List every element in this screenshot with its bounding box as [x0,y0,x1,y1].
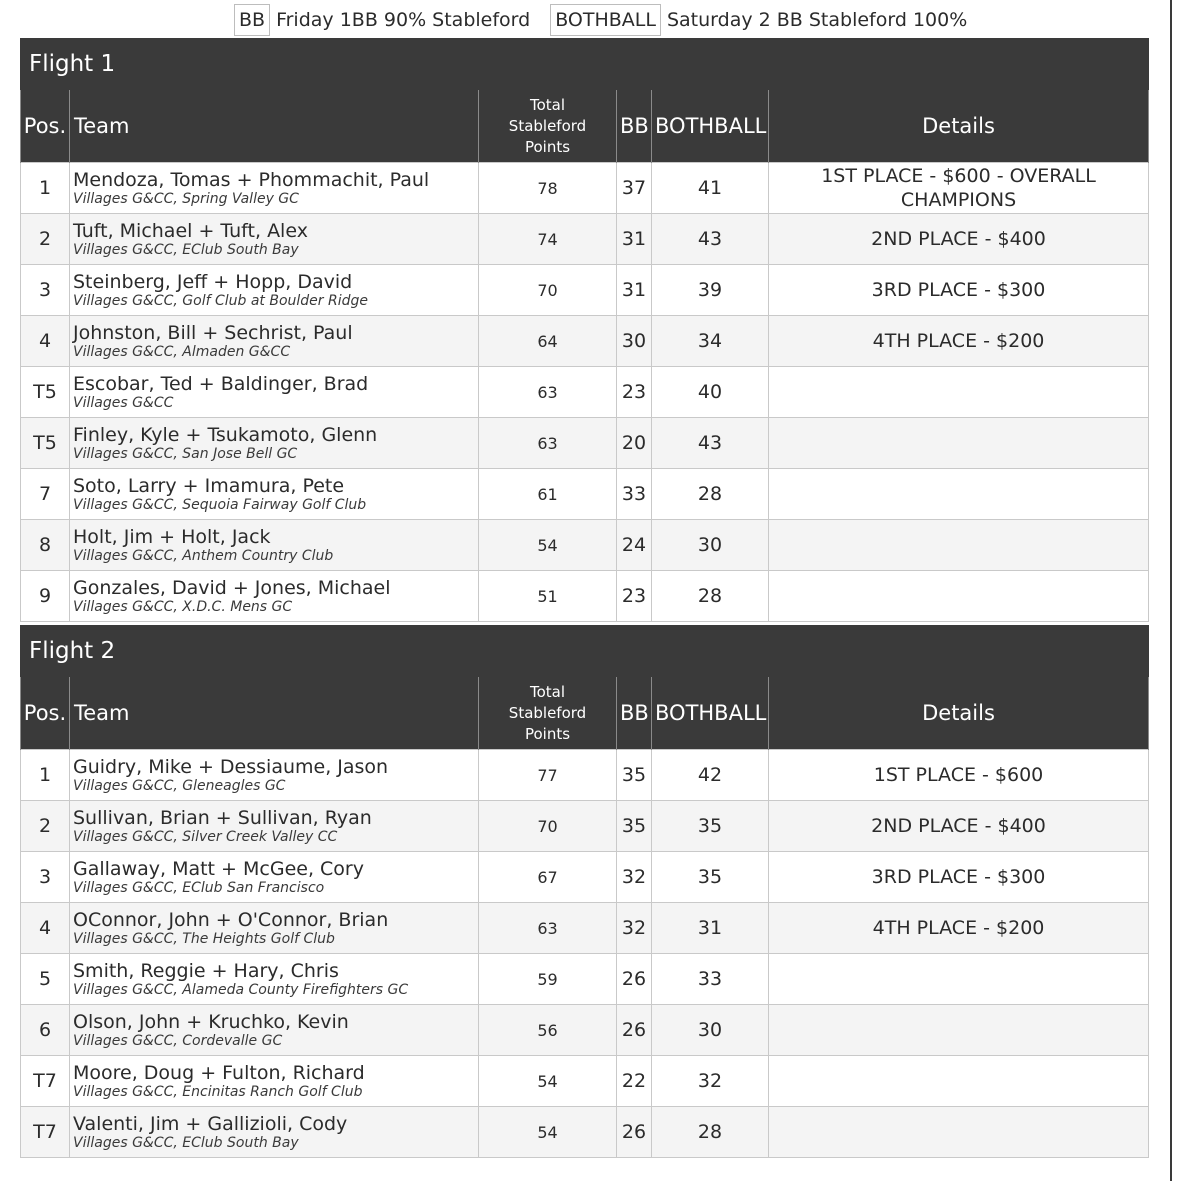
total-points-cell: 59 [479,954,617,1005]
bb-points-cell: 32 [617,852,652,903]
bb-points-cell: 26 [617,1005,652,1056]
team-clubs: Villages G&CC [73,394,174,411]
team-clubs: Villages G&CC, The Heights Golf Club [73,930,335,947]
bothball-points-cell: 32 [652,1056,769,1107]
column-header-row [21,677,1149,750]
details-cell: 1ST PLACE - $600 - OVERALL CHAMPIONS [769,163,1149,214]
total-points-cell: 70 [479,801,617,852]
team-cell [70,520,479,571]
team-names: Gallaway, Matt + McGee, Cory [73,857,364,880]
team-clubs: Villages G&CC, Encinitas Ranch Golf Club [73,1083,363,1100]
team-names: Olson, John + Kruchko, Kevin [73,1010,349,1033]
total-points-cell: 77 [479,750,617,801]
team-cell [70,1005,479,1056]
team-names: Escobar, Ted + Baldinger, Brad [73,372,369,395]
flight-1-table [20,38,1149,622]
bothball-points-cell: 34 [652,316,769,367]
position-cell: 6 [21,1005,70,1056]
legend-desc-bb: Friday 1BB 90% Stableford [276,9,531,31]
header-total-line: Points [524,137,571,156]
bothball-points-cell: 39 [652,265,769,316]
total-points-cell: 64 [479,316,617,367]
column-header-row [21,90,1149,163]
table-row [21,1005,1149,1056]
table-row [21,367,1149,418]
bb-points-cell: 22 [617,1056,652,1107]
details-cell: 4TH PLACE - $200 [769,316,1149,367]
header-total-line: Stableford [508,703,587,722]
team-cell [70,1056,479,1107]
position-cell: T5 [21,367,70,418]
flight-title: Flight 1 [21,39,1149,90]
team-names: Moore, Doug + Fulton, Richard [73,1061,365,1084]
team-clubs: Villages G&CC, EClub San Francisco [73,879,325,896]
position-cell: 1 [21,163,70,214]
team-clubs: Villages G&CC, Golf Club at Boulder Ridge [73,292,369,309]
bothball-points-cell: 28 [652,571,769,622]
header-total-line: Total [529,682,566,701]
team-clubs: Villages G&CC, EClub South Bay [73,1134,299,1151]
header-bothball: BOTHBALL [652,90,769,163]
header-total-line: Total [529,95,566,114]
position-cell: 1 [21,750,70,801]
header-details: Details [769,90,1149,163]
table-row [21,750,1149,801]
team-clubs: Villages G&CC, Sequoia Fairway Golf Club [73,496,367,513]
page-edge-rule [1170,0,1172,1181]
bb-points-cell: 20 [617,418,652,469]
bothball-points-cell: 43 [652,214,769,265]
bothball-points-cell: 33 [652,954,769,1005]
team-names: Johnston, Bill + Sechrist, Paul [73,321,353,344]
details-cell [769,418,1149,469]
total-points-cell: 61 [479,469,617,520]
table-row [21,163,1149,214]
table-row [21,1107,1149,1158]
team-cell [70,418,479,469]
position-cell: 3 [21,852,70,903]
details-cell [769,367,1149,418]
details-cell [769,571,1149,622]
team-names: OConnor, John + O'Connor, Brian [73,908,389,931]
team-cell [70,163,479,214]
table-row [21,418,1149,469]
position-cell: 8 [21,520,70,571]
header-total [479,90,617,163]
bothball-points-cell: 35 [652,852,769,903]
header-total-line: Stableford [508,116,587,135]
bothball-points-cell: 42 [652,750,769,801]
team-clubs: Villages G&CC, Gleneagles GC [73,777,286,794]
details-cell: 3RD PLACE - $300 [769,852,1149,903]
table-row [21,571,1149,622]
team-cell [70,571,479,622]
total-points-cell: 51 [479,571,617,622]
bb-points-cell: 23 [617,367,652,418]
table-row [21,852,1149,903]
bb-points-cell: 23 [617,571,652,622]
total-points-cell: 63 [479,367,617,418]
details-cell: 2ND PLACE - $400 [769,801,1149,852]
details-cell [769,1107,1149,1158]
bothball-points-cell: 41 [652,163,769,214]
bb-points-cell: 26 [617,954,652,1005]
header-pos: Pos. [21,677,70,750]
total-points-cell: 70 [479,265,617,316]
bb-points-cell: 35 [617,801,652,852]
total-points-cell: 67 [479,852,617,903]
details-cell [769,1056,1149,1107]
team-cell [70,265,479,316]
position-cell: 4 [21,903,70,954]
header-total-line: Points [524,724,571,743]
team-names: Steinberg, Jeff + Hopp, David [73,270,353,293]
details-cell: 1ST PLACE - $600 [769,750,1149,801]
team-clubs: Villages G&CC, Almaden G&CC [73,343,291,360]
position-cell: 5 [21,954,70,1005]
position-cell: 3 [21,265,70,316]
total-points-cell: 54 [479,520,617,571]
bb-points-cell: 31 [617,214,652,265]
details-cell [769,469,1149,520]
flight-title-row [21,39,1149,90]
team-names: Gonzales, David + Jones, Michael [73,576,391,599]
table-row [21,903,1149,954]
total-points-cell: 54 [479,1107,617,1158]
team-cell [70,954,479,1005]
team-cell [70,1107,479,1158]
team-names: Mendoza, Tomas + Phommachit, Paul [73,168,430,191]
header-total [479,677,617,750]
details-cell [769,520,1149,571]
team-names: Holt, Jim + Holt, Jack [73,525,271,548]
team-clubs: Villages G&CC, Cordevalle GC [73,1032,283,1049]
table-row [21,801,1149,852]
details-cell: 4TH PLACE - $200 [769,903,1149,954]
team-clubs: Villages G&CC, EClub South Bay [73,241,299,258]
team-names: Soto, Larry + Imamura, Pete [73,474,345,497]
total-points-cell: 74 [479,214,617,265]
team-cell [70,367,479,418]
position-cell: 2 [21,801,70,852]
legend-key-bb: BB [234,4,270,36]
header-bb: BB [617,90,652,163]
table-row [21,469,1149,520]
team-cell [70,469,479,520]
total-points-cell: 78 [479,163,617,214]
header-bb: BB [617,677,652,750]
table-row [21,214,1149,265]
team-cell [70,750,479,801]
bothball-points-cell: 35 [652,801,769,852]
team-names: Guidry, Mike + Dessiaume, Jason [73,755,389,778]
table-row [21,954,1149,1005]
bb-points-cell: 35 [617,750,652,801]
team-clubs: Villages G&CC, Silver Creek Valley CC [73,828,338,845]
team-cell [70,214,479,265]
team-cell [70,903,479,954]
team-clubs: Villages G&CC, San Jose Bell GC [73,445,298,462]
team-cell [70,801,479,852]
flight-title-row [21,626,1149,677]
bothball-points-cell: 30 [652,520,769,571]
bb-points-cell: 33 [617,469,652,520]
position-cell: 4 [21,316,70,367]
team-names: Smith, Reggie + Hary, Chris [73,959,339,982]
total-points-cell: 63 [479,903,617,954]
bothball-points-cell: 43 [652,418,769,469]
position-cell: 7 [21,469,70,520]
table-row [21,1056,1149,1107]
bothball-points-cell: 30 [652,1005,769,1056]
table-row [21,265,1149,316]
team-cell [70,316,479,367]
team-clubs: Villages G&CC, X.D.C. Mens GC [73,598,293,615]
table-row [21,316,1149,367]
team-cell [70,852,479,903]
bb-points-cell: 30 [617,316,652,367]
bb-points-cell: 24 [617,520,652,571]
bb-points-cell: 26 [617,1107,652,1158]
team-names: Valenti, Jim + Gallizioli, Cody [73,1112,348,1135]
details-cell: 2ND PLACE - $400 [769,214,1149,265]
bb-points-cell: 37 [617,163,652,214]
header-bothball: BOTHBALL [652,677,769,750]
details-cell: 3RD PLACE - $300 [769,265,1149,316]
position-cell: 2 [21,214,70,265]
flight-title: Flight 2 [21,626,1149,677]
bothball-points-cell: 28 [652,469,769,520]
header-team: Team [70,90,479,163]
position-cell: T7 [21,1107,70,1158]
total-points-cell: 54 [479,1056,617,1107]
bothball-points-cell: 40 [652,367,769,418]
team-names: Sullivan, Brian + Sullivan, Ryan [73,806,372,829]
total-points-cell: 56 [479,1005,617,1056]
header-details: Details [769,677,1149,750]
legend-desc-bothball: Saturday 2 BB Stableford 100% [666,9,968,31]
legend-key-bothball: BOTHBALL [550,4,661,36]
total-points-cell: 63 [479,418,617,469]
team-clubs: Villages G&CC, Spring Valley GC [73,190,299,207]
position-cell: 9 [21,571,70,622]
header-team: Team [70,677,479,750]
bb-points-cell: 32 [617,903,652,954]
team-clubs: Villages G&CC, Alameda County Firefighters GC [73,981,409,998]
team-clubs: Villages G&CC, Anthem Country Club [73,547,334,564]
bothball-points-cell: 28 [652,1107,769,1158]
team-names: Finley, Kyle + Tsukamoto, Glenn [73,423,378,446]
team-names: Tuft, Michael + Tuft, Alex [73,219,308,242]
scoring-legend [234,4,987,36]
position-cell: T7 [21,1056,70,1107]
bb-points-cell: 31 [617,265,652,316]
details-cell [769,954,1149,1005]
table-row [21,520,1149,571]
position-cell: T5 [21,418,70,469]
header-pos: Pos. [21,90,70,163]
flight-2-table [20,625,1149,1158]
details-cell [769,1005,1149,1056]
bothball-points-cell: 31 [652,903,769,954]
